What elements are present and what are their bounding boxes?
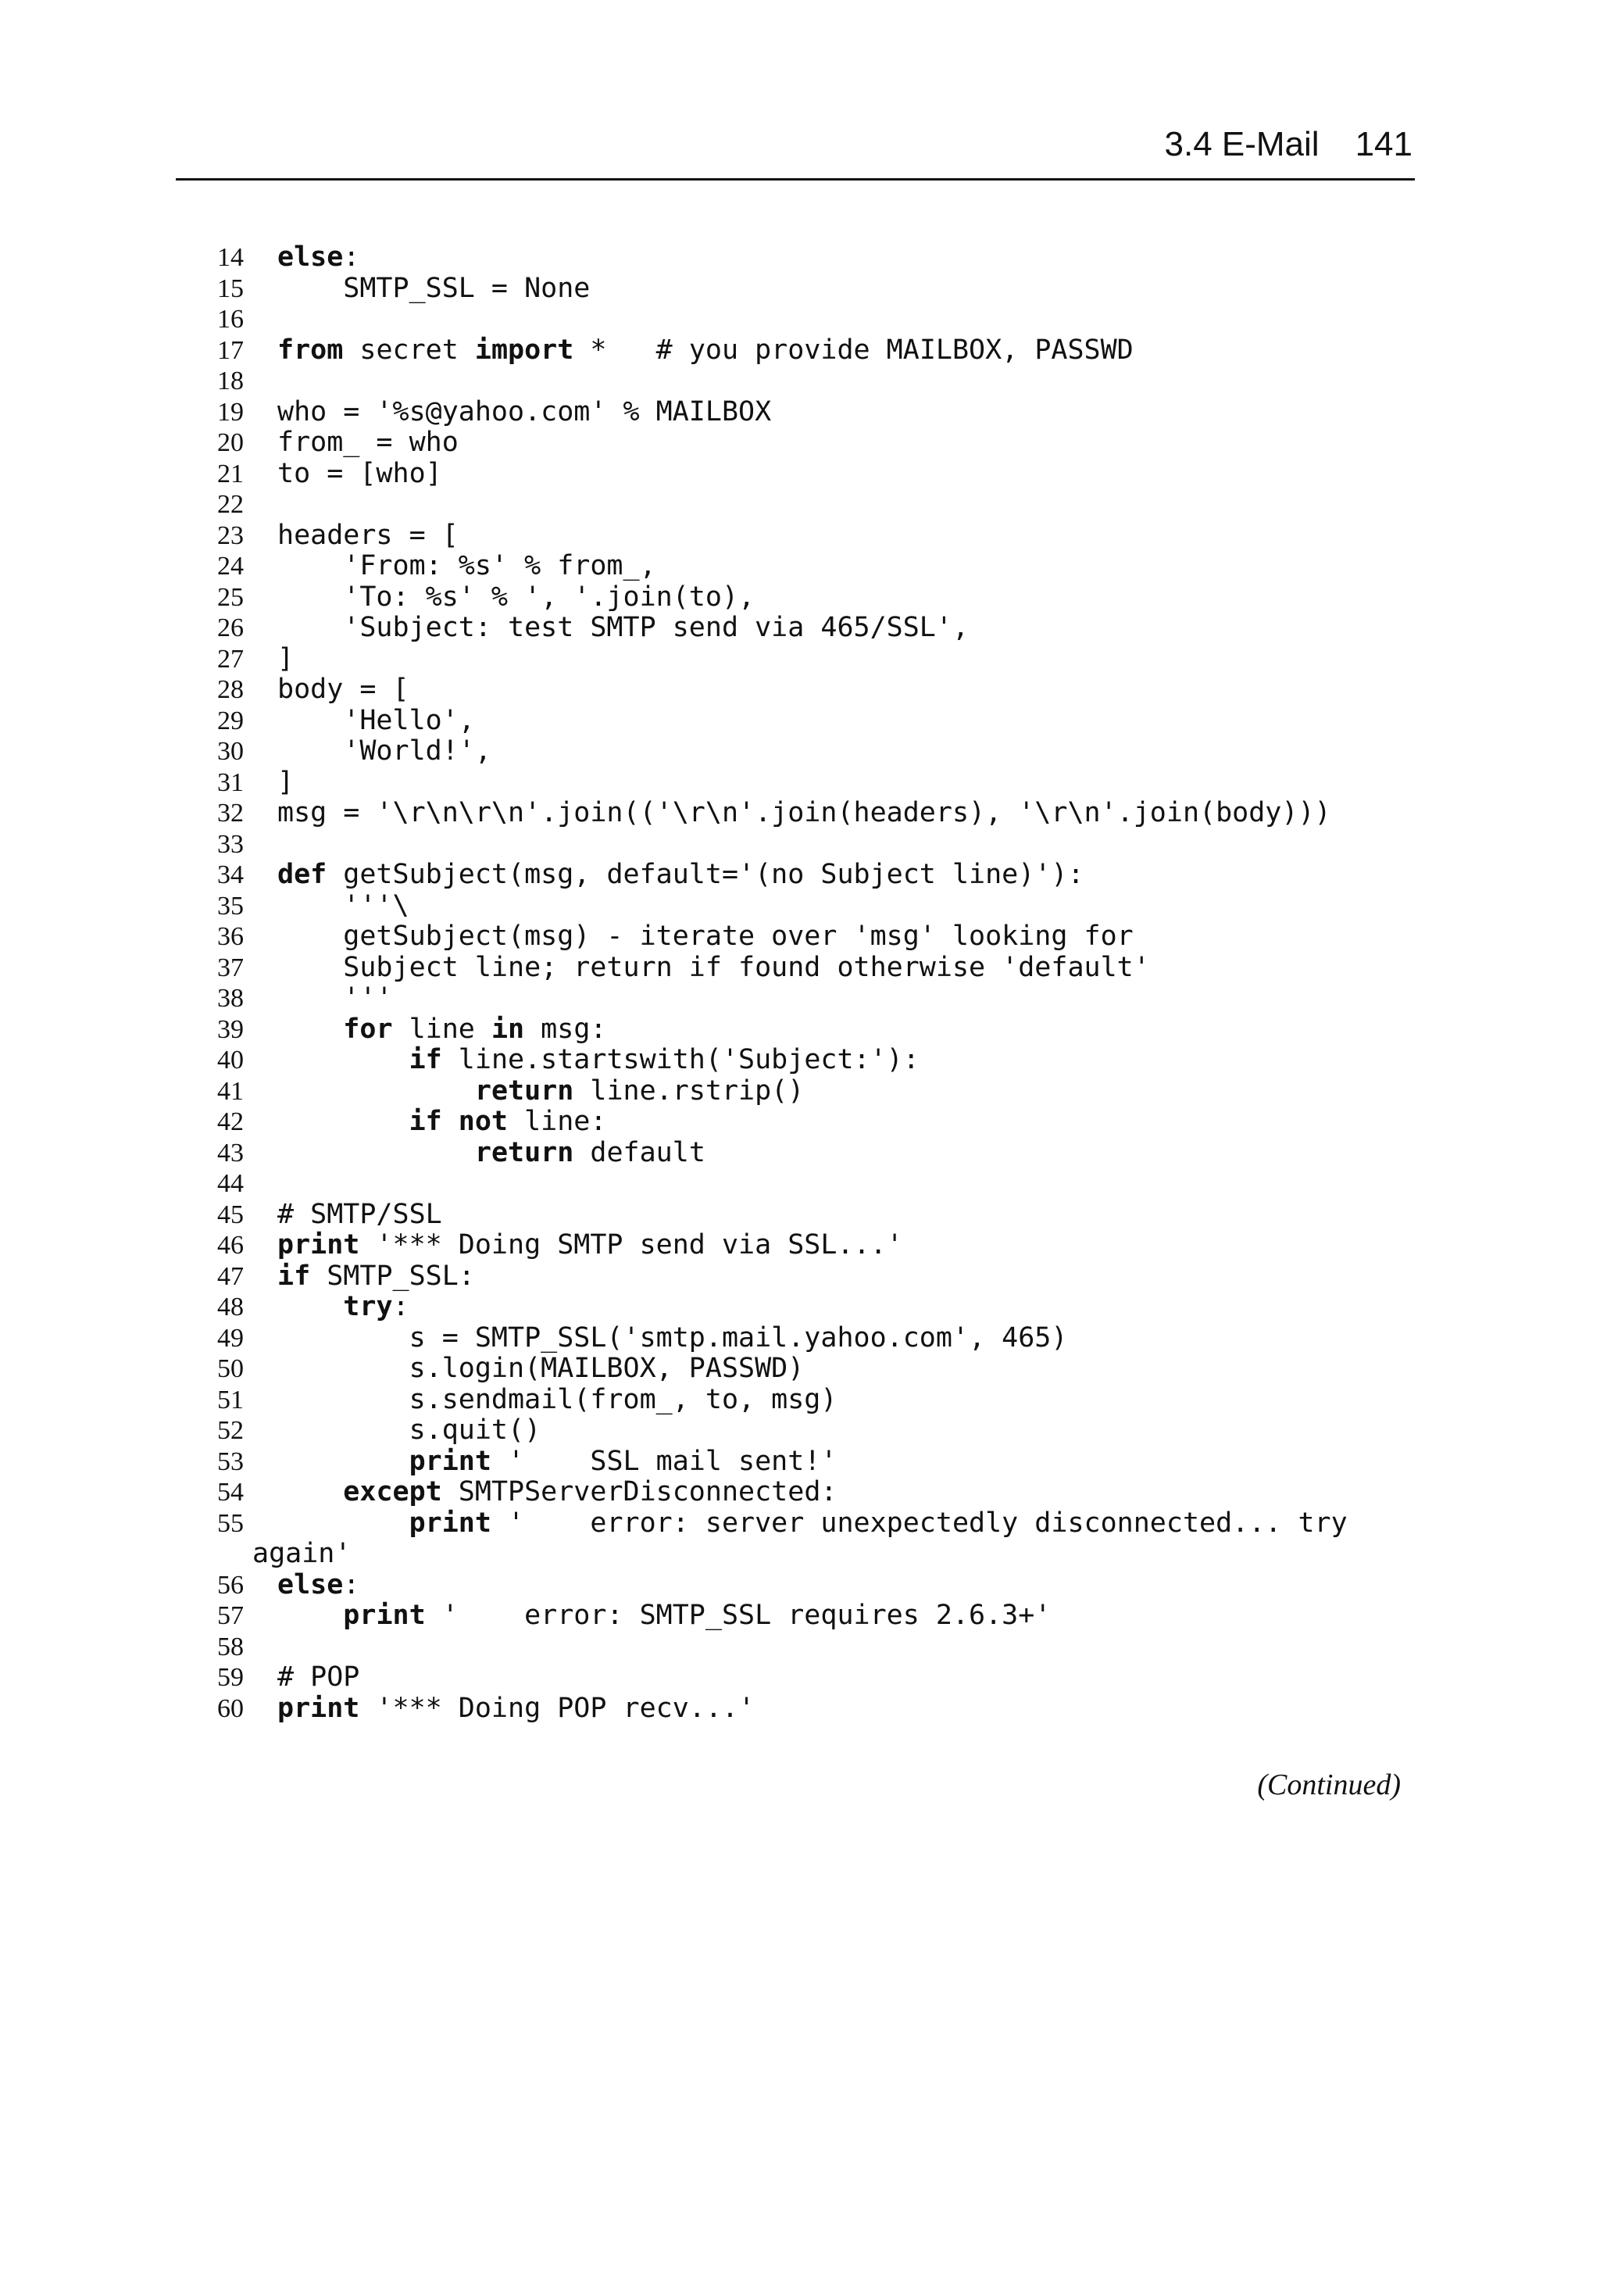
code-line [0,860,1600,891]
code-segment: who = '%s@yahoo.com' % MAILBOX [277,395,772,427]
code-text [277,1447,837,1478]
code-line [0,489,1600,520]
code-text [277,1477,837,1508]
code-text [277,1508,1348,1540]
code-segment [277,1291,343,1322]
code-line [0,1014,1600,1046]
line-number: 18 [217,367,244,395]
code-text [277,1662,359,1693]
page-number: 141 [1355,125,1412,163]
code-segment [277,1075,475,1107]
code-listing [0,242,1600,1724]
code-text [277,1385,837,1416]
keyword: return [474,1136,574,1168]
code-line [0,983,1600,1014]
line-number: 37 [217,953,244,982]
code-line [0,829,1600,860]
code-segment: from_ = who [277,427,459,458]
line-number: 52 [217,1416,244,1445]
code-text [277,613,969,644]
section-title: 3.4 E-Mail [1164,125,1320,163]
code-line [0,1138,1600,1169]
code-text [277,242,359,274]
code-text [277,1261,475,1293]
keyword: return [474,1075,574,1107]
line-number: 57 [217,1601,244,1630]
code-line [0,674,1600,706]
line-number: 33 [217,829,244,859]
code-text [277,767,294,799]
code-text [277,736,491,767]
code-text [277,335,1134,367]
code-text [277,427,459,459]
code-line [0,1045,1600,1076]
continued-note: (Continued) [1257,1768,1401,1801]
code-segment: '''\ [277,889,409,921]
keyword: def [277,859,327,890]
code-segment: headers = [ [277,519,459,551]
line-number: 29 [217,706,244,735]
running-header [1165,125,1413,164]
code-segment: msg: [524,1013,607,1045]
code-segment: 'From: %s' % from_, [277,550,656,581]
code-text [277,459,442,490]
code-segment: ] [277,642,295,674]
code-text [252,1539,351,1570]
code-text [277,953,1150,984]
line-number: 28 [217,675,244,704]
line-number: 49 [217,1323,244,1353]
code-segment: '*** Doing SMTP send via SSL...' [359,1229,903,1261]
code-text [277,274,590,305]
code-line [0,1600,1600,1632]
code-segment: Subject line; return if found otherwise 'default' [277,951,1150,983]
code-segment: : [343,241,360,273]
code-line [0,551,1600,582]
code-line [0,706,1600,737]
code-segment: : [343,1568,360,1600]
code-segment [277,1044,409,1075]
line-number: 22 [217,490,244,519]
keyword: if [277,1260,311,1292]
code-segment: line.startswith('Subject:'): [441,1044,920,1075]
code-text [277,644,294,675]
code-text [277,1570,359,1601]
keyword: print [409,1507,491,1539]
line-number: 14 [217,243,244,272]
line-number: 59 [217,1663,244,1692]
line-number: 34 [217,860,244,889]
code-segment: 'Hello', [277,704,475,736]
code-line [0,767,1600,799]
code-segment: line [392,1013,491,1045]
code-text [277,798,1331,829]
code-line [0,1076,1600,1107]
header-rule [176,178,1415,181]
code-line [0,1477,1600,1508]
code-text [277,1600,1051,1632]
code-segment [277,1137,475,1168]
code-text [277,1292,409,1323]
line-number: 40 [217,1046,244,1075]
code-segment: : [392,1291,409,1322]
line-number: 50 [217,1354,244,1383]
code-line [0,520,1600,552]
line-number: 15 [217,274,244,303]
code-text [277,1014,606,1046]
code-segment: s = SMTP_SSL('smtp.mail.yahoo.com', 465) [277,1321,1068,1354]
code-text [277,1230,903,1261]
line-number: 35 [217,891,244,921]
code-segment: msg = '\r\n\r\n'.join(('\r\n'.join(headers), '\r\n'.join(body))) [277,797,1331,828]
code-line [0,798,1600,829]
code-line [0,1200,1600,1231]
line-number: 36 [217,922,244,951]
code-line [0,953,1600,984]
line-number: 19 [217,397,244,427]
code-line [0,1107,1600,1138]
code-line [0,1292,1600,1323]
code-line [0,644,1600,675]
code-segment [277,1014,343,1045]
keyword: in [491,1013,525,1045]
code-segment [277,1600,343,1631]
line-number: 60 [217,1693,244,1723]
line-number: 47 [217,1261,244,1291]
keyword: print [409,1445,491,1477]
code-text [277,674,409,706]
code-line [0,736,1600,767]
code-segment: line: [508,1106,607,1137]
code-text [277,1107,606,1138]
code-segment: ] [277,766,295,798]
keyword: from [277,334,344,366]
code-text [277,1415,541,1447]
line-number: 55 [217,1508,244,1538]
code-line [0,1632,1600,1663]
line-number: 20 [217,428,244,457]
code-segment: * # you provide MAILBOX, PASSWD [573,334,1134,366]
keyword: if [409,1044,442,1075]
code-line [0,427,1600,459]
code-line [0,1539,1600,1570]
code-segment: ''' [277,982,393,1014]
keyword: print [343,1600,426,1631]
line-number: 56 [217,1570,244,1600]
line-number: 21 [217,459,244,488]
code-text [277,921,1134,953]
code-segment: 'Subject: test SMTP send via 465/SSL', [277,612,970,643]
line-number: 53 [217,1447,244,1476]
code-segment: SMTP_SSL = None [277,272,591,304]
code-line [0,397,1600,428]
code-segment: getSubject(msg) - iterate over 'msg' looking for [277,921,1134,952]
line-number: 44 [217,1169,244,1198]
line-number: 25 [217,582,244,612]
code-text [277,520,459,552]
line-number: 31 [217,767,244,797]
line-number: 43 [217,1138,244,1168]
line-number: 26 [217,613,244,642]
code-text [277,582,755,613]
code-text [277,1200,442,1231]
code-segment: secret [343,334,475,366]
code-segment: ' SSL mail sent!' [491,1445,838,1477]
code-segment: # SMTP/SSL [277,1198,442,1230]
code-segment: line.rstrip() [573,1075,805,1107]
code-text [277,1045,920,1076]
keyword: except [343,1476,442,1507]
keyword: import [474,334,574,366]
code-line [0,366,1600,397]
code-line [0,1354,1600,1385]
code-text [277,397,771,428]
line-number: 46 [217,1231,244,1260]
code-line [0,1662,1600,1693]
line-number: 24 [217,552,244,581]
code-line [0,335,1600,367]
line-number: 54 [217,1478,244,1507]
keyword: for [343,1013,393,1045]
code-line [0,613,1600,644]
line-number: 42 [217,1107,244,1136]
code-segment: default [573,1136,705,1168]
line-number: 51 [217,1385,244,1414]
code-line [0,274,1600,305]
code-line [0,1508,1600,1540]
code-text [277,891,409,922]
code-line [0,1447,1600,1478]
code-segment: '*** Doing POP recv...' [359,1692,755,1724]
code-line [0,1570,1600,1601]
code-segment [277,1106,409,1137]
code-text [277,1693,755,1725]
code-line [0,582,1600,613]
code-segment: s.login(MAILBOX, PASSWD) [277,1353,805,1384]
code-line [0,304,1600,335]
code-segment [277,1476,343,1507]
keyword: if not [409,1106,509,1137]
code-line [0,1323,1600,1354]
code-segment: ' error: SMTP_SSL requires 2.6.3+' [425,1600,1052,1631]
code-text [277,706,475,737]
keyword: try [343,1291,393,1322]
code-segment: ' error: server unexpectedly disconnected... try [491,1507,1348,1539]
line-number: 45 [217,1200,244,1229]
line-number: 32 [217,799,244,828]
code-line [0,1415,1600,1447]
code-segment [277,1507,409,1539]
code-segment: again' [252,1538,352,1569]
code-segment: 'To: %s' % ', '.join(to), [277,581,755,613]
code-line [0,242,1600,274]
line-number: 38 [217,984,244,1013]
code-segment: to = [who] [277,457,442,489]
code-text [277,1323,1067,1354]
keyword: else [277,1568,344,1600]
code-line [0,921,1600,953]
code-segment: s.quit() [277,1414,541,1446]
keyword: print [277,1692,360,1724]
code-text [277,860,1084,891]
code-segment: 'World!', [277,735,491,767]
line-number: 39 [217,1014,244,1044]
line-number: 16 [217,305,244,334]
code-line [0,1693,1600,1725]
code-segment: # POP [277,1661,360,1693]
code-segment [277,1446,409,1477]
code-text [277,1354,804,1385]
keyword: print [277,1229,360,1261]
code-segment: SMTPServerDisconnected: [441,1476,838,1507]
code-text [277,983,393,1014]
code-text [277,551,656,582]
line-number: 30 [217,737,244,766]
code-segment: SMTP_SSL: [310,1260,475,1292]
code-line [0,1261,1600,1293]
code-segment: getSubject(msg, default='(no Subject line)'): [327,859,1084,890]
line-number: 48 [217,1293,244,1321]
keyword: else [277,241,344,273]
line-number: 27 [217,644,244,674]
code-segment: body = [ [277,674,409,705]
line-number: 17 [217,335,244,365]
code-line [0,1385,1600,1416]
code-line [0,891,1600,922]
code-text [277,1076,804,1107]
code-segment: s.sendmail(from_, to, msg) [277,1383,838,1415]
code-text [277,1138,705,1169]
line-number: 41 [217,1076,244,1106]
code-line [0,1230,1600,1261]
line-number: 23 [217,520,244,550]
line-number: 58 [217,1632,244,1661]
code-line [0,459,1600,490]
code-line [0,1168,1600,1200]
